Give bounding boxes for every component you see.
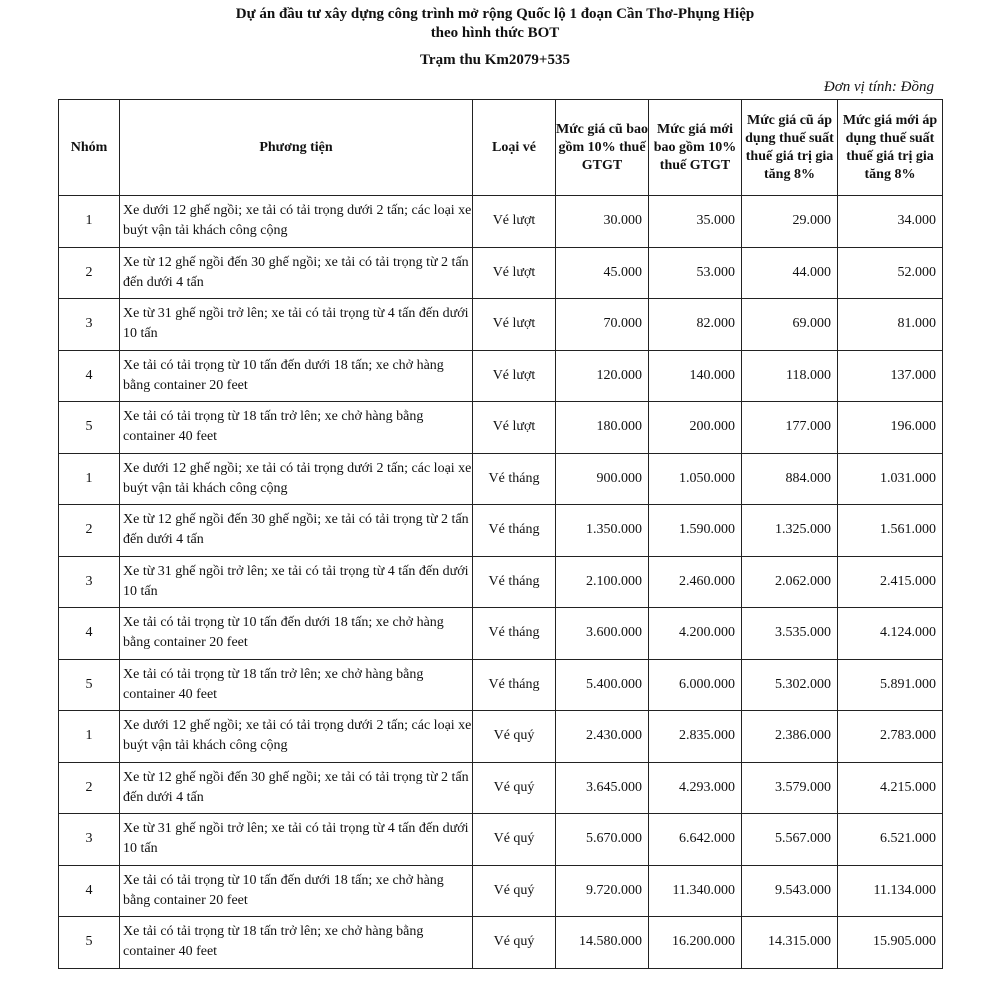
new-price-8pct-cell: 4.124.000 — [838, 608, 943, 660]
table-row — [59, 814, 943, 866]
group-cell: 4 — [59, 350, 120, 402]
new-price-8pct-cell: 137.000 — [838, 350, 943, 402]
table-row — [59, 917, 943, 969]
table-row — [59, 299, 943, 351]
column-header-old-price-10pct: Mức giá cũ bao gồm 10% thuế GTGT — [556, 100, 649, 196]
vehicle-cell: Xe tải có tải trọng từ 18 tấn trở lên; xe chở hàng bằng container 40 feet — [120, 917, 473, 969]
toll-price-table — [58, 99, 943, 969]
old-price-8pct-cell: 2.062.000 — [742, 556, 838, 608]
ticket-type-cell: Vé quý — [473, 711, 556, 763]
new-price-10pct-cell: 82.000 — [649, 299, 742, 351]
old-price-8pct-cell: 1.325.000 — [742, 505, 838, 557]
column-header-new-price-10pct: Mức giá mới bao gồm 10% thuế GTGT — [649, 100, 742, 196]
new-price-10pct-cell: 4.200.000 — [649, 608, 742, 660]
new-price-8pct-cell: 6.521.000 — [838, 814, 943, 866]
new-price-10pct-cell: 6.642.000 — [649, 814, 742, 866]
old-price-8pct-cell: 177.000 — [742, 402, 838, 454]
group-cell: 2 — [59, 505, 120, 557]
old-price-8pct-cell: 44.000 — [742, 247, 838, 299]
new-price-10pct-cell: 2.835.000 — [649, 711, 742, 763]
new-price-8pct-cell: 196.000 — [838, 402, 943, 454]
table-row — [59, 762, 943, 814]
new-price-10pct-cell: 6.000.000 — [649, 659, 742, 711]
old-price-8pct-cell: 5.302.000 — [742, 659, 838, 711]
vehicle-cell: Xe từ 31 ghế ngồi trở lên; xe tải có tải trọng từ 4 tấn đến dưới 10 tấn — [120, 814, 473, 866]
table-row — [59, 556, 943, 608]
old-price-8pct-cell: 118.000 — [742, 350, 838, 402]
old-price-10pct-cell: 3.645.000 — [556, 762, 649, 814]
vehicle-cell: Xe tải có tải trọng từ 10 tấn đến dưới 18 tấn; xe chở hàng bằng container 20 feet — [120, 865, 473, 917]
vehicle-cell: Xe từ 12 ghế ngồi đến 30 ghế ngồi; xe tải có tải trọng từ 2 tấn đến dưới 4 tấn — [120, 505, 473, 557]
table-row — [59, 711, 943, 763]
ticket-type-cell: Vé lượt — [473, 402, 556, 454]
new-price-8pct-cell: 2.415.000 — [838, 556, 943, 608]
table-row — [59, 350, 943, 402]
ticket-type-cell: Vé quý — [473, 762, 556, 814]
table-row — [59, 402, 943, 454]
table-row — [59, 659, 943, 711]
new-price-8pct-cell: 2.783.000 — [838, 711, 943, 763]
group-cell: 2 — [59, 247, 120, 299]
column-header-old-price-8pct: Mức giá cũ áp dụng thuế suất thuế giá trị gia tăng 8% — [742, 100, 838, 196]
group-cell: 2 — [59, 762, 120, 814]
old-price-10pct-cell: 30.000 — [556, 196, 649, 248]
document-title: Dự án đầu tư xây dựng công trình mở rộng Quốc lộ 1 đoạn Cần Thơ-Phụng Hiệp — [235, 6, 755, 22]
document-subtitle: theo hình thức BOT — [430, 25, 560, 41]
group-cell: 4 — [59, 608, 120, 660]
ticket-type-cell: Vé lượt — [473, 299, 556, 351]
table-row — [59, 505, 943, 557]
old-price-8pct-cell: 29.000 — [742, 196, 838, 248]
table-row — [59, 453, 943, 505]
old-price-10pct-cell: 120.000 — [556, 350, 649, 402]
old-price-8pct-cell: 884.000 — [742, 453, 838, 505]
old-price-10pct-cell: 900.000 — [556, 453, 649, 505]
old-price-8pct-cell: 9.543.000 — [742, 865, 838, 917]
old-price-10pct-cell: 180.000 — [556, 402, 649, 454]
ticket-type-cell: Vé tháng — [473, 608, 556, 660]
table-row — [59, 196, 943, 248]
new-price-10pct-cell: 4.293.000 — [649, 762, 742, 814]
column-header-group: Nhóm — [59, 100, 120, 196]
vehicle-cell: Xe dưới 12 ghế ngồi; xe tải có tải trọng dưới 2 tấn; các loại xe buýt vận tải khách công cộng — [120, 453, 473, 505]
vehicle-cell: Xe tải có tải trọng từ 10 tấn đến dưới 18 tấn; xe chở hàng bằng container 20 feet — [120, 350, 473, 402]
new-price-10pct-cell: 53.000 — [649, 247, 742, 299]
ticket-type-cell: Vé tháng — [473, 453, 556, 505]
new-price-10pct-cell: 11.340.000 — [649, 865, 742, 917]
old-price-8pct-cell: 2.386.000 — [742, 711, 838, 763]
group-cell: 4 — [59, 865, 120, 917]
ticket-type-cell: Vé tháng — [473, 505, 556, 557]
old-price-10pct-cell: 3.600.000 — [556, 608, 649, 660]
new-price-8pct-cell: 34.000 — [838, 196, 943, 248]
column-header-vehicle: Phương tiện — [120, 100, 473, 196]
old-price-8pct-cell: 3.535.000 — [742, 608, 838, 660]
old-price-10pct-cell: 70.000 — [556, 299, 649, 351]
new-price-10pct-cell: 1.590.000 — [649, 505, 742, 557]
ticket-type-cell: Vé lượt — [473, 196, 556, 248]
new-price-10pct-cell: 200.000 — [649, 402, 742, 454]
old-price-10pct-cell: 1.350.000 — [556, 505, 649, 557]
vehicle-cell: Xe từ 31 ghế ngồi trở lên; xe tải có tải trọng từ 4 tấn đến dưới 10 tấn — [120, 556, 473, 608]
vehicle-cell: Xe tải có tải trọng từ 18 tấn trở lên; xe chở hàng bằng container 40 feet — [120, 659, 473, 711]
new-price-8pct-cell: 52.000 — [838, 247, 943, 299]
new-price-8pct-cell: 1.031.000 — [838, 453, 943, 505]
vehicle-cell: Xe tải có tải trọng từ 10 tấn đến dưới 18 tấn; xe chở hàng bằng container 20 feet — [120, 608, 473, 660]
table-row — [59, 865, 943, 917]
old-price-8pct-cell: 69.000 — [742, 299, 838, 351]
vehicle-cell: Xe từ 31 ghế ngồi trở lên; xe tải có tải trọng từ 4 tấn đến dưới 10 tấn — [120, 299, 473, 351]
group-cell: 3 — [59, 814, 120, 866]
new-price-8pct-cell: 11.134.000 — [838, 865, 943, 917]
table-header-row — [59, 100, 943, 196]
group-cell: 1 — [59, 711, 120, 763]
table-row — [59, 608, 943, 660]
old-price-10pct-cell: 2.100.000 — [556, 556, 649, 608]
new-price-8pct-cell: 15.905.000 — [838, 917, 943, 969]
ticket-type-cell: Vé quý — [473, 814, 556, 866]
new-price-10pct-cell: 140.000 — [649, 350, 742, 402]
ticket-type-cell: Vé lượt — [473, 350, 556, 402]
group-cell: 3 — [59, 556, 120, 608]
old-price-10pct-cell: 45.000 — [556, 247, 649, 299]
new-price-8pct-cell: 81.000 — [838, 299, 943, 351]
vehicle-cell: Xe từ 12 ghế ngồi đến 30 ghế ngồi; xe tải có tải trọng từ 2 tấn đến dưới 4 tấn — [120, 762, 473, 814]
ticket-type-cell: Vé quý — [473, 865, 556, 917]
old-price-8pct-cell: 3.579.000 — [742, 762, 838, 814]
old-price-10pct-cell: 14.580.000 — [556, 917, 649, 969]
currency-unit-note: Đơn vị tính: Đồng — [823, 79, 934, 95]
vehicle-cell: Xe dưới 12 ghế ngồi; xe tải có tải trọng dưới 2 tấn; các loại xe buýt vận tải khách công cộng — [120, 196, 473, 248]
toll-station-name: Trạm thu Km2079+535 — [420, 52, 570, 68]
column-header-ticket-type: Loại vé — [473, 100, 556, 196]
old-price-8pct-cell: 14.315.000 — [742, 917, 838, 969]
group-cell: 5 — [59, 917, 120, 969]
vehicle-cell: Xe dưới 12 ghế ngồi; xe tải có tải trọng dưới 2 tấn; các loại xe buýt vận tải khách công cộng — [120, 711, 473, 763]
new-price-10pct-cell: 16.200.000 — [649, 917, 742, 969]
new-price-8pct-cell: 4.215.000 — [838, 762, 943, 814]
vehicle-cell: Xe tải có tải trọng từ 18 tấn trở lên; xe chở hàng bằng container 40 feet — [120, 402, 473, 454]
old-price-10pct-cell: 5.670.000 — [556, 814, 649, 866]
new-price-8pct-cell: 5.891.000 — [838, 659, 943, 711]
group-cell: 1 — [59, 453, 120, 505]
new-price-10pct-cell: 35.000 — [649, 196, 742, 248]
new-price-8pct-cell: 1.561.000 — [838, 505, 943, 557]
ticket-type-cell: Vé quý — [473, 917, 556, 969]
column-header-new-price-8pct: Mức giá mới áp dụng thuế suất thuế giá trị gia tăng 8% — [838, 100, 943, 196]
ticket-type-cell: Vé tháng — [473, 659, 556, 711]
vehicle-cell: Xe từ 12 ghế ngồi đến 30 ghế ngồi; xe tải có tải trọng từ 2 tấn đến dưới 4 tấn — [120, 247, 473, 299]
old-price-10pct-cell: 2.430.000 — [556, 711, 649, 763]
new-price-10pct-cell: 2.460.000 — [649, 556, 742, 608]
old-price-8pct-cell: 5.567.000 — [742, 814, 838, 866]
old-price-10pct-cell: 5.400.000 — [556, 659, 649, 711]
table-row — [59, 247, 943, 299]
group-cell: 5 — [59, 659, 120, 711]
ticket-type-cell: Vé lượt — [473, 247, 556, 299]
group-cell: 3 — [59, 299, 120, 351]
group-cell: 5 — [59, 402, 120, 454]
ticket-type-cell: Vé tháng — [473, 556, 556, 608]
old-price-10pct-cell: 9.720.000 — [556, 865, 649, 917]
new-price-10pct-cell: 1.050.000 — [649, 453, 742, 505]
group-cell: 1 — [59, 196, 120, 248]
